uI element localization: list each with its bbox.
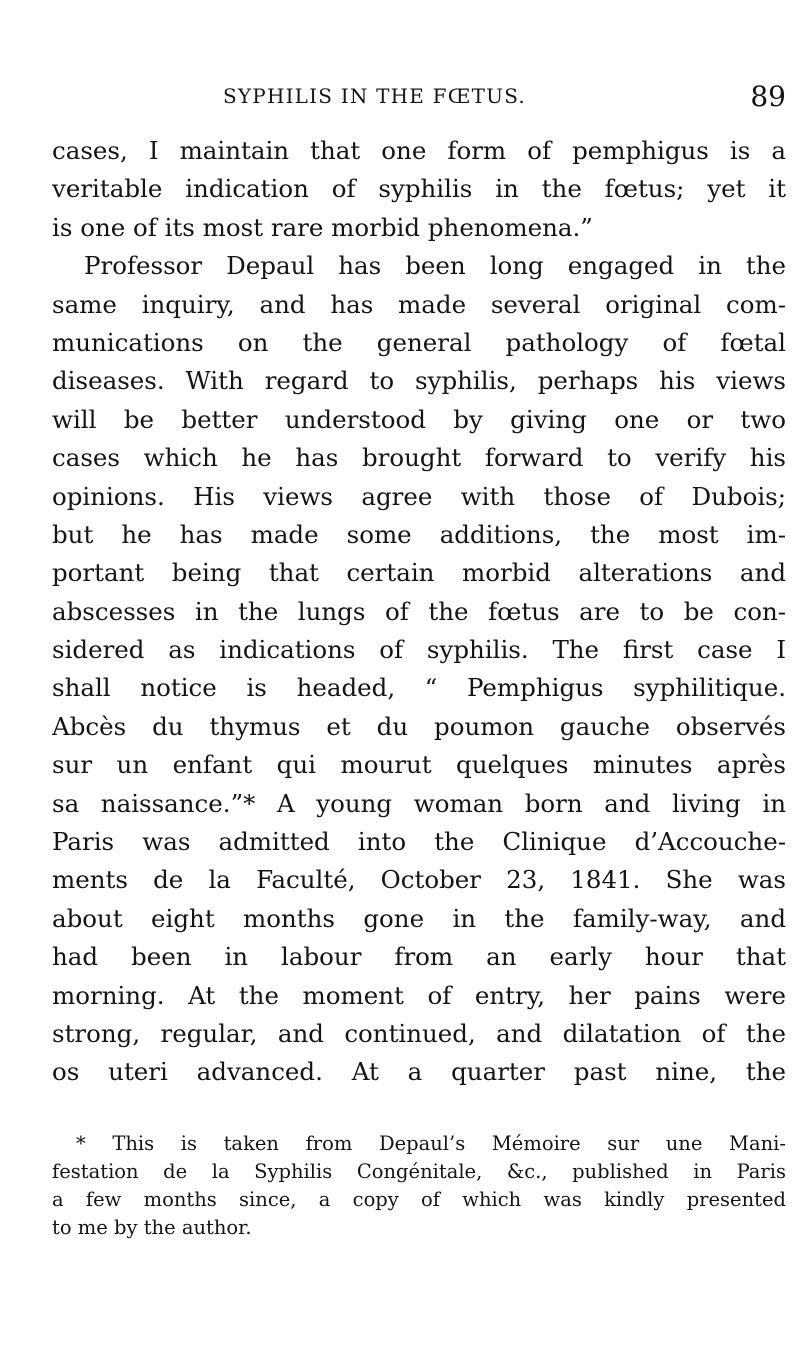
- text-line: veritable indication of syphilis in the fœtus; yet it: [52, 174, 786, 204]
- text-line: will be better understood by giving one or two: [52, 404, 786, 434]
- text-line: ments de la Faculté, October 23, 1841. She was: [52, 865, 786, 895]
- text-line: cases, I maintain that one form of pemphigus is a: [52, 136, 786, 165]
- footnote-line: a few months since, a copy of which was kindly presented: [52, 1188, 786, 1211]
- footnote-line: festation de la Syphilis Congénitale, &c., published in Paris: [52, 1160, 786, 1183]
- footnote-line: to me by the author.: [52, 1216, 252, 1239]
- running-header: [52, 80, 786, 113]
- text-line: same inquiry, and has made several original com-: [52, 289, 786, 319]
- text-line: abscesses in the lungs of the fœtus are to be con-: [52, 596, 786, 626]
- page-number: 89: [750, 80, 786, 113]
- text-line: portant being that certain morbid alterations and: [52, 558, 786, 588]
- text-line: but he has made some additions, the most im-: [52, 519, 786, 549]
- text-line: diseases. With regard to syphilis, perhaps his views: [52, 366, 786, 396]
- text-line: morning. At the moment of entry, her pains were: [52, 980, 786, 1010]
- text-line: shall notice is headed, “ Pemphigus syphilitique.: [52, 673, 786, 703]
- text-line: opinions. His views agree with those of Dubois;: [52, 481, 786, 511]
- text-line: sa naissance.”* A young woman born and living in: [52, 788, 786, 818]
- text-line: had been in labour from an early hour that: [52, 942, 786, 972]
- footnote-line: * This is taken from Depaul’s Mémoire sur une Mani-: [76, 1132, 786, 1155]
- text-line: strong, regular, and continued, and dilatation of the: [52, 1018, 786, 1048]
- footnote: [52, 1130, 786, 1242]
- running-title: SYPHILIS IN THE FŒTUS.: [222, 84, 526, 108]
- text-line: cases which he has brought forward to verify his: [52, 443, 786, 473]
- text-line: sur un enfant qui mourut quelques minutes après: [52, 750, 786, 780]
- text-line: Abcès du thymus et du poumon gauche observés: [52, 711, 786, 741]
- text-line: about eight months gone in the family-way, and: [52, 903, 786, 933]
- text-line: sidered as indications of syphilis. The first case I: [52, 635, 786, 665]
- text-line: Paris was admitted into the Clinique d’Accouche-: [52, 827, 786, 857]
- main-text: [52, 132, 786, 1092]
- text-line: Professor Depaul has been long engaged in the: [84, 251, 786, 281]
- text-line: os uteri advanced. At a quarter past nine, the: [52, 1057, 786, 1087]
- text-line: munications on the general pathology of fœtal: [52, 327, 786, 357]
- text-line: is one of its most rare morbid phenomena.”: [52, 212, 593, 242]
